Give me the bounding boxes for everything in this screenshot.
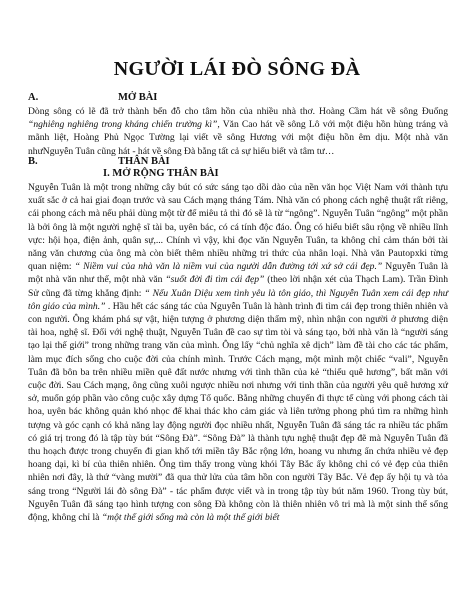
intro-text-2: , Văn Cao hát về sông Lô với một điệu hồn hùng tráng và mãnh liệt, Hoàng Phủ Ngọc Tường lại viết về sông Hương với một điệu hồn êm dịu. Một nhà văn nhưNguyễn Tuân cũng hát - hát về sông Đà bằng tất cả sự hiểu biết và tâm tư… xyxy=(28,119,448,157)
body-quote-the-gioi-song: “một thế giới sống mà còn là một thế giới biết xyxy=(101,512,280,524)
page-title: NGƯỜI LÁI ĐÒ SÔNG ĐÀ xyxy=(113,58,361,80)
section-label: B. xyxy=(28,156,38,167)
body-quote-pautopxki: “ Niềm vui của nhà văn là niềm vui của người dẫn đường tới xứ sở cái đẹp.” xyxy=(74,261,383,273)
section-label: A. xyxy=(28,92,39,103)
section-title: MỞ BÀI xyxy=(118,92,158,103)
body-text-4: . Hầu hết các sáng tác của Nguyễn Tuân là hành trình đi tìm cái đẹp trong thiên nhiên và con người. Ông khám phá sự vật, hiện tượng ở phương diện thẩm mỹ, nhìn nhận con người ở phương diện tài hoa, nghệ sĩ. Đối với nghệ thuật, Nguyễn Tuân đề cao sự tìm tòi và sáng tạo, bởi nhà văn là “người sáng tạo lại thế giới” trong những trang văn của mình. Ông lấy “chủ nghĩa xê dịch” làm đề tài cho các tác phẩm, làm mục đích sống cho cuộc đời của chính mình. Trước Cách mạng, một mình một chiếc “vali”, Nguyễn Tuân đã bôn ba trên nhiều miền quê đất nước nhưng với tình thần của kẻ “thiếu quê hương”, bất mãn với cuộc đời. Sau Cách mạng, ông cũng xuôi ngược nhiều nơi nhưng với tinh thần của người yêu quê hương xứ sở, muốn góp phần vào công cuộc xây dựng Tổ quốc. Bằng những chuyến đi thực tế cùng với phong cách tài hoa, uyên bác không quản khó nhọc để khai thác kho cảm giác và liên tưởng phong phú tìm ra những hình tượng và góc cạnh có khả năng lay động người đọc nhiều nhất, Nguyễn Tuân đã sáng tác ra nhiều tác phẩm có giá trị trong đó là tập tùy bút “Sông Đà”. “Sông Đà” là thành tựu nghệ thuật đẹp đẽ mà Nguyễn Tuân đã thu hoạch được trong chuyến đi gian khổ tới miền tây Bắc rộng lớn, hoang vu nhưng ẩn chứa nhiều vẻ đẹp hoang dại, kì bí của thiên nhiên. Ông tìm thấy trong vùng khói Tây Bắc ấy không chỉ có vẻ đẹp của thiên nhiên nơi đây, là thứ “vàng mười” đã qua thử lửa của tâm hồn con người Tây Bắc. Vẻ đẹp ấy hội tụ và tỏa sáng trong “Người lái đò sông Đà” - tác phẩm được viết và in trong tập tùy bút năm 1960. Trong tùy bút, Nguyễn Tuân đã sáng tạo hình tượng con sông Đà không còn là thiên nhiên vô tri mà là một sinh thể sống động, không chỉ là xyxy=(28,300,448,524)
body-text-3: (theo lời nhận xét của Thạch Lam). Trần Đình Sử cũng đã từng khẳng định: xyxy=(28,274,448,299)
body-quote-tran-dinh-su: “ Nếu Xuân Diệu xem tình yêu là tôn giáo, thì Nguyễn Tuân xem cái đẹp như tôn giáo của mình.” xyxy=(28,287,448,312)
intro-text-1: Dòng sông có lẽ đã trở thành bến đỗ cho tâm hồn của nhiều nhà thơ. Hoàng Cầm hát về sông Đuống xyxy=(28,106,448,117)
intro-quote-song-duong: “nghiêng nghiêng trong kháng chiến trường kì” xyxy=(28,119,218,131)
intro-paragraph xyxy=(28,105,448,158)
body-paragraph xyxy=(28,181,448,524)
body-text-1: Nguyễn Tuân là một trong những cây bút có sức sáng tạo dồi dào của nền văn học Việt Nam với thành tựu xuất sắc ở cả hai giai đoạn trước và sau Cách mạng tháng Tám. Nhà văn có phong cách nghệ thuật rất riêng, cái phong cách mà nếu phải dùng một từ để miêu tả thì đó sẽ là từ “ngông”. Nguyễn Tuân “ngông” một phần là bởi ông là một người nghệ sĩ tài ba, uyên bác, có cá tính độc đáo. Ông có hiểu biết sâu rộng về nhiều lĩnh vực: hội họa, điện ảnh, quân sự,... Chính vì vậy, khi đọc văn Nguyễn Tuân, ta không chỉ cảm thán bởi tài năng văn chương của ông mà còn biết thêm nhiều những tri thức của nhân loại. Nhà văn Pautopxki từng quan niệm: xyxy=(28,182,448,273)
subsection-heading-mo-rong: I. MỞ RỘNG THÂN BÀI xyxy=(103,168,219,179)
section-title: THÂN BÀI xyxy=(118,156,170,167)
body-text-2: Nguyễn Tuân là một nhà văn như thế, một nhà văn xyxy=(28,261,448,286)
body-quote-thach-lam: “suốt đời đi tìm cái đẹp” xyxy=(165,274,265,286)
